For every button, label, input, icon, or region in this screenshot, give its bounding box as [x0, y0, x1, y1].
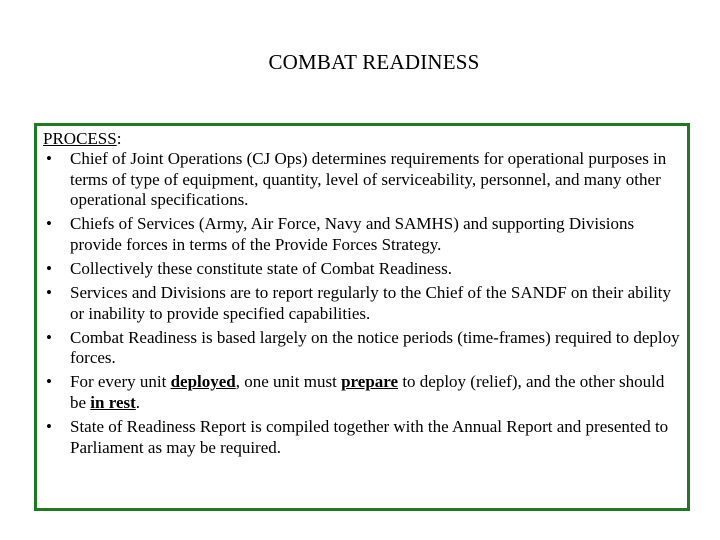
list-item: [43, 149, 681, 211]
list-item-text: Chief of Joint Operations (CJ Ops) determines requirements for operational purposes in terms of type of equipment, quantity, level of serviceability, personnel, and many other operational specifications.: [70, 149, 667, 210]
process-heading-label: PROCESS: [43, 129, 117, 148]
list-item: [43, 283, 681, 324]
bullet-icon: •: [46, 214, 52, 234]
text-run: to deploy (relief), and the other should be: [70, 372, 665, 413]
slide-title: COMBAT READINESS: [268, 50, 480, 74]
list-item-text: State of Readiness Report is compiled together with the Annual Report and presented to Parliament as may be required.: [70, 417, 669, 457]
list-item-text: [70, 372, 664, 412]
emphasis-prepare: prepare: [341, 372, 399, 392]
process-heading: [43, 129, 681, 149]
list-item: [43, 259, 681, 280]
bullet-icon: •: [46, 372, 52, 392]
bullet-icon: •: [46, 283, 52, 303]
list-item: [43, 417, 681, 458]
list-item: [43, 372, 681, 413]
list-item: [43, 214, 681, 255]
text-run: , one unit must: [235, 372, 342, 392]
list-item-text: Services and Divisions are to report regularly to the Chief of the SANDF on their ability or inability to provide specified capabilities.: [70, 283, 672, 323]
process-list: [43, 149, 681, 458]
list-item-text: Combat Readiness is based largely on the notice periods (time-frames) required to deploy forces.: [70, 327, 680, 368]
emphasis-in-rest: in rest: [90, 393, 136, 413]
emphasis-deployed: deployed: [170, 372, 236, 392]
bullet-icon: •: [46, 417, 52, 437]
bullet-icon: •: [46, 258, 52, 278]
text-run: .: [135, 393, 141, 413]
list-item: [43, 328, 681, 369]
process-box: [34, 123, 690, 511]
bullet-icon: •: [46, 327, 52, 347]
list-item-text: Collectively these constitute state of Combat Readiness.: [70, 258, 452, 278]
process-heading-colon: :: [116, 129, 122, 148]
list-item-text: Chiefs of Services (Army, Air Force, Navy and SAMHS) and supporting Divisions provide forces in terms of the Provide Forces Strategy.: [70, 214, 635, 254]
text-run: For every unit: [70, 372, 171, 392]
bullet-icon: •: [46, 149, 52, 168]
